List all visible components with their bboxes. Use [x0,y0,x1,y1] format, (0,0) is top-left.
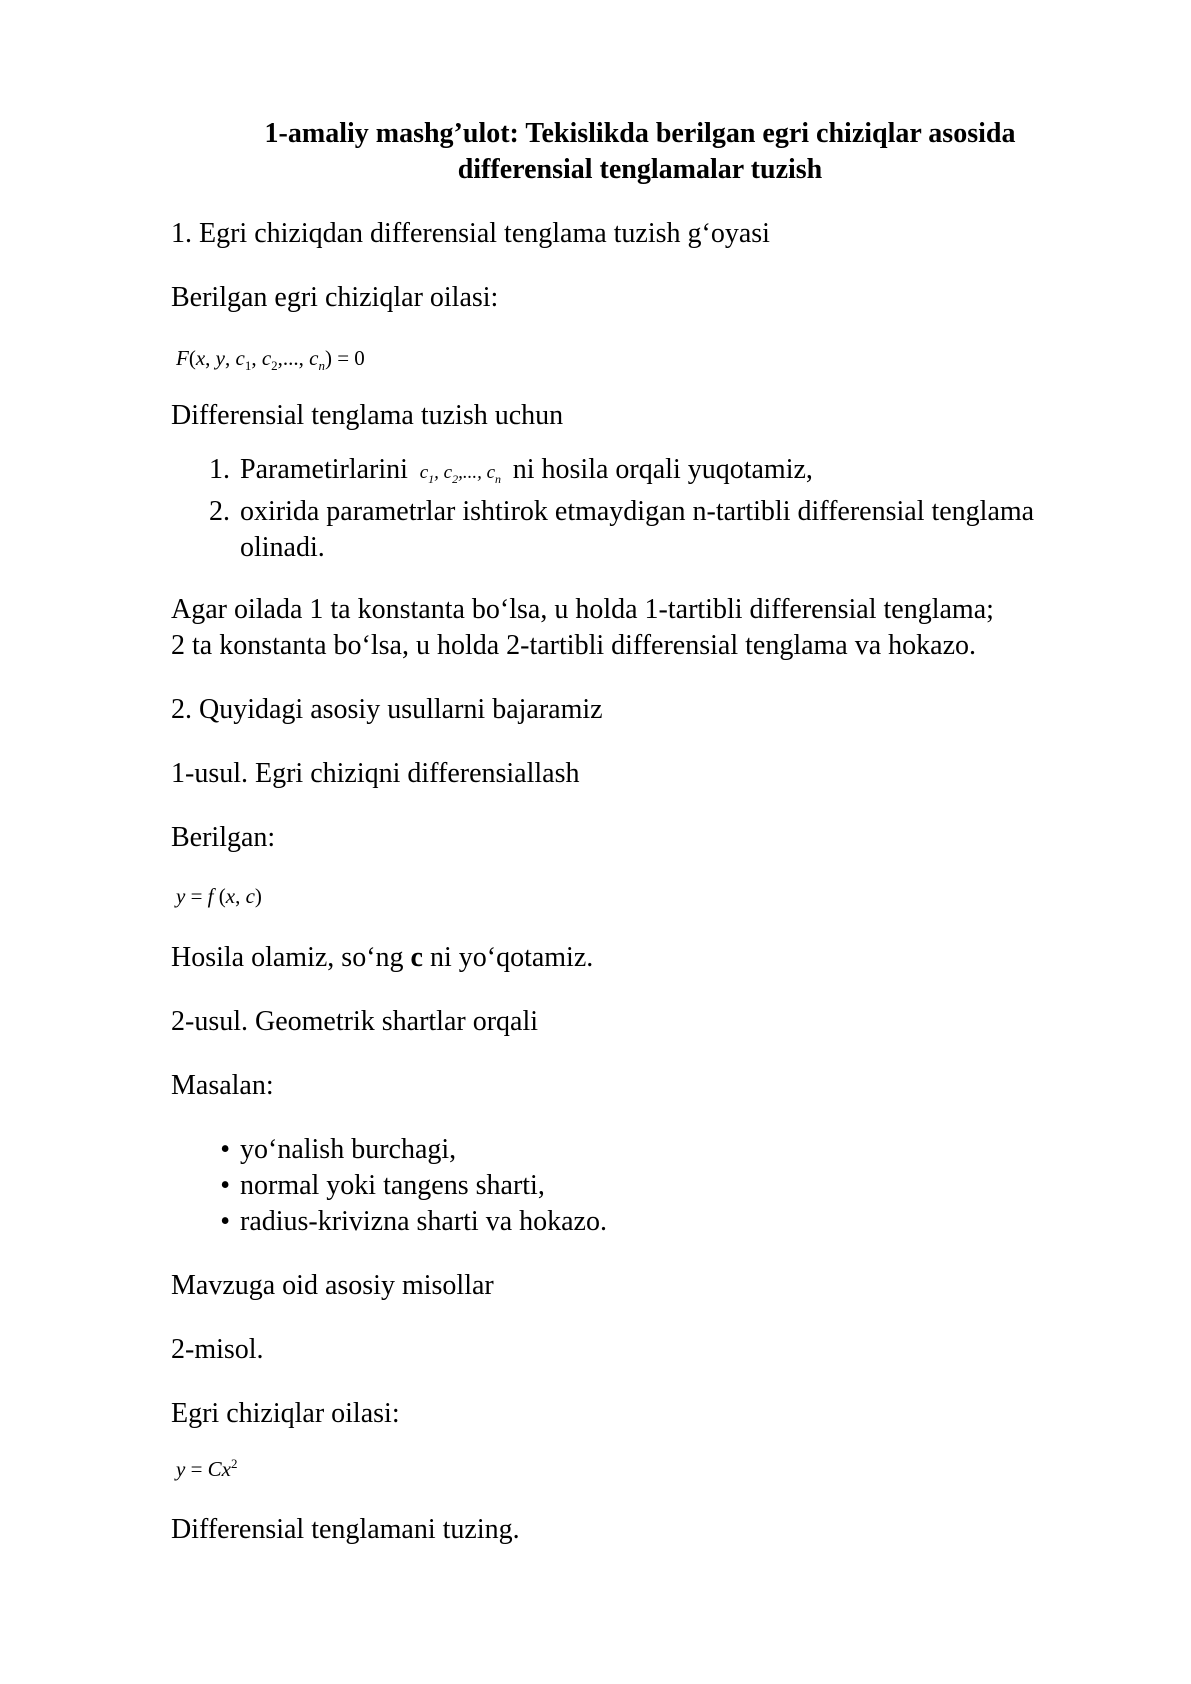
derivative-instruction: Hosila olamiz, so‘ng c ni yo‘qotamiz. [171,942,594,973]
section-2-heading: 2. Quyidagi asosiy usullarni bajaramiz [171,694,603,725]
example-label: Masalan: [171,1070,274,1101]
general-family-formula: F(x, y, $c_1$, $c_2$,..., $c_n) = 0$ [176,346,365,374]
list-item [200,1132,1100,1168]
method-1-formula: y = f (x, c) [176,884,262,908]
step-text-end: ni hosila orqali yuqotamiz, [512,454,813,485]
page-title [160,116,1120,188]
example-family-label: Egri chiziqlar oilasi: [171,1398,400,1429]
intro-text: Differensial tenglama tuzish uchun [171,400,564,431]
list-item [200,1168,1100,1204]
family-label: Berilgan egri chiziqlar oilasi: [171,282,499,313]
parameters-formula: $c_1$, $c_2$,..., $c_n$ [414,462,501,486]
bullet-text: normal yoki tangens sharti, [240,1170,545,1201]
method-1-title: 1-usul. Egri chiziqni differensiallash [171,758,580,789]
step-text: Parametirlarini [240,454,408,485]
list-number: 2. [209,496,230,527]
bullet-icon: • [220,1134,230,1165]
given-label: Berilgan: [171,822,276,853]
bullet-text: yo‘nalish burchagi, [240,1134,457,1165]
example-formula: $y = Cx^2$ [176,1456,238,1481]
note-line-1: Agar oilada 1 ta konstanta bo‘lsa, u holda 1-tartibli differensial tenglama; [171,594,994,625]
example-number: 2-misol. [171,1334,264,1365]
constant-c: c [410,942,423,973]
method-2-title: 2-usul. Geometrik shartlar orqali [171,1006,539,1037]
step-text-line-1: oxirida parametrlar ishtirok etmaydigan n-tartibli differensial tenglama [240,496,1035,527]
title-line-2: differensial tenglamalar tuzish [457,154,823,185]
bullet-text: radius-krivizna sharti va hokazo. [240,1206,607,1237]
list-number: 1. [209,454,230,485]
bullet-icon: • [220,1170,230,1201]
list-item [200,452,1100,488]
list-item [200,1204,1100,1240]
title-line-1: 1-amaliy mashg’ulot: Tekislikda berilgan egri chiziqlar asosida [264,118,1016,149]
note-line-2: 2 ta konstanta bo‘lsa, u holda 2-tartibli differensial tenglama va hokazo. [171,630,977,661]
bullet-icon: • [220,1206,230,1237]
list-item [200,494,1100,566]
step-text-line-2: olinadi. [240,532,325,563]
section-1-heading: 1. Egri chiziqdan differensial tenglama tuzish g‘oyasi [171,218,770,249]
example-task: Differensial tenglamani tuzing. [171,1514,520,1545]
examples-heading: Mavzuga oid asosiy misollar [171,1270,494,1301]
